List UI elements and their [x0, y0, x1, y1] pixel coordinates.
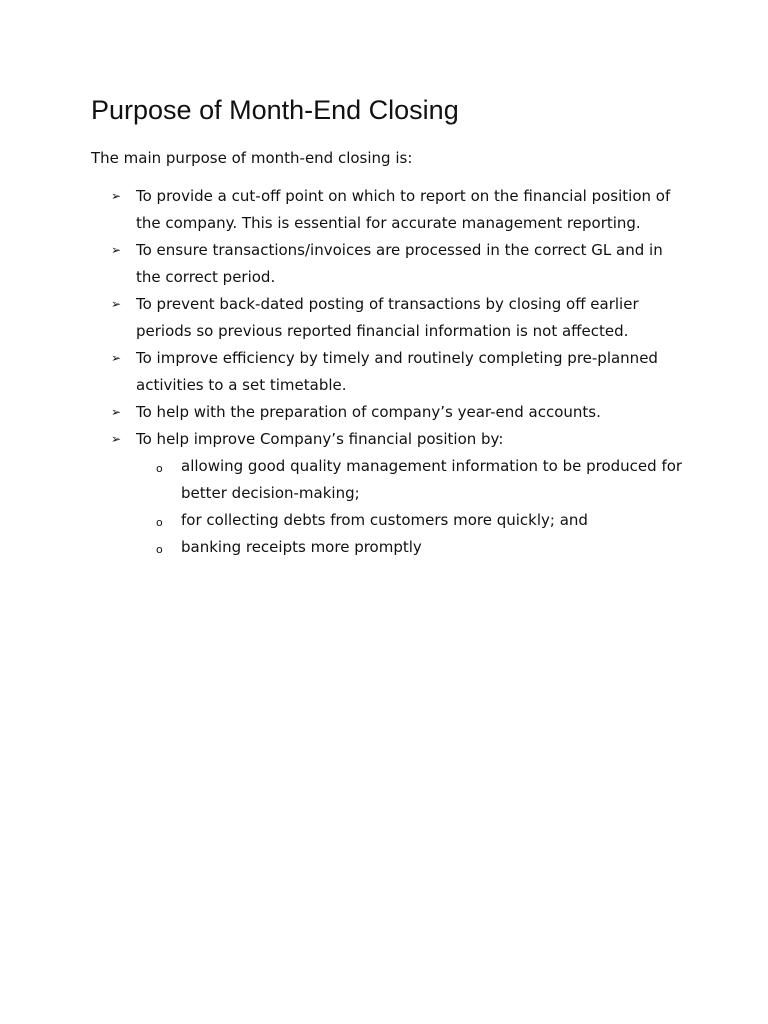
sub-bullet-item [156, 534, 691, 561]
arrow-bullet-icon: ➢ [111, 243, 122, 257]
circle-bullet-icon: o [156, 462, 163, 475]
arrow-bullet-icon: ➢ [111, 432, 122, 446]
sub-bullet-list [136, 453, 691, 561]
intro-paragraph: The main purpose of month-end closing is: [91, 149, 413, 167]
bullet-item [111, 399, 691, 426]
circle-bullet-icon: o [156, 543, 163, 556]
bullet-item [111, 345, 691, 399]
arrow-bullet-icon: ➢ [111, 405, 122, 419]
bullet-text: To help with the preparation of company’s year-end accounts. [136, 403, 601, 421]
sub-bullet-text: banking receipts more promptly [181, 538, 422, 556]
bullet-item [111, 426, 691, 561]
page-title: Purpose of Month-End Closing [91, 95, 459, 125]
bullet-item [111, 291, 691, 345]
bullet-item [111, 237, 691, 291]
bullet-text: To help improve Company’s financial position by: [136, 430, 504, 448]
sub-bullet-text: for collecting debts from customers more quickly; and [181, 511, 588, 529]
sub-bullet-item [156, 453, 691, 507]
bullet-text: To ensure transactions/invoices are processed in the correct GL and in the correct period. [136, 241, 663, 286]
bullet-text: To improve efficiency by timely and routinely completing pre-planned activities to a set timetable. [136, 349, 658, 394]
bullet-item [111, 183, 691, 237]
sub-bullet-text: allowing good quality management information to be produced for better decision-making; [181, 457, 683, 502]
bullet-text: To provide a cut-off point on which to report on the financial position of the company. This is essential for accurate management reporting. [136, 187, 671, 232]
bullet-text: To prevent back-dated posting of transactions by closing off earlier periods so previous reported financial information is not affected. [136, 295, 639, 340]
sub-bullet-item [156, 507, 691, 534]
arrow-bullet-icon: ➢ [111, 351, 122, 365]
bullet-list [111, 183, 691, 561]
circle-bullet-icon: o [156, 516, 163, 529]
arrow-bullet-icon: ➢ [111, 297, 122, 311]
arrow-bullet-icon: ➢ [111, 189, 122, 203]
